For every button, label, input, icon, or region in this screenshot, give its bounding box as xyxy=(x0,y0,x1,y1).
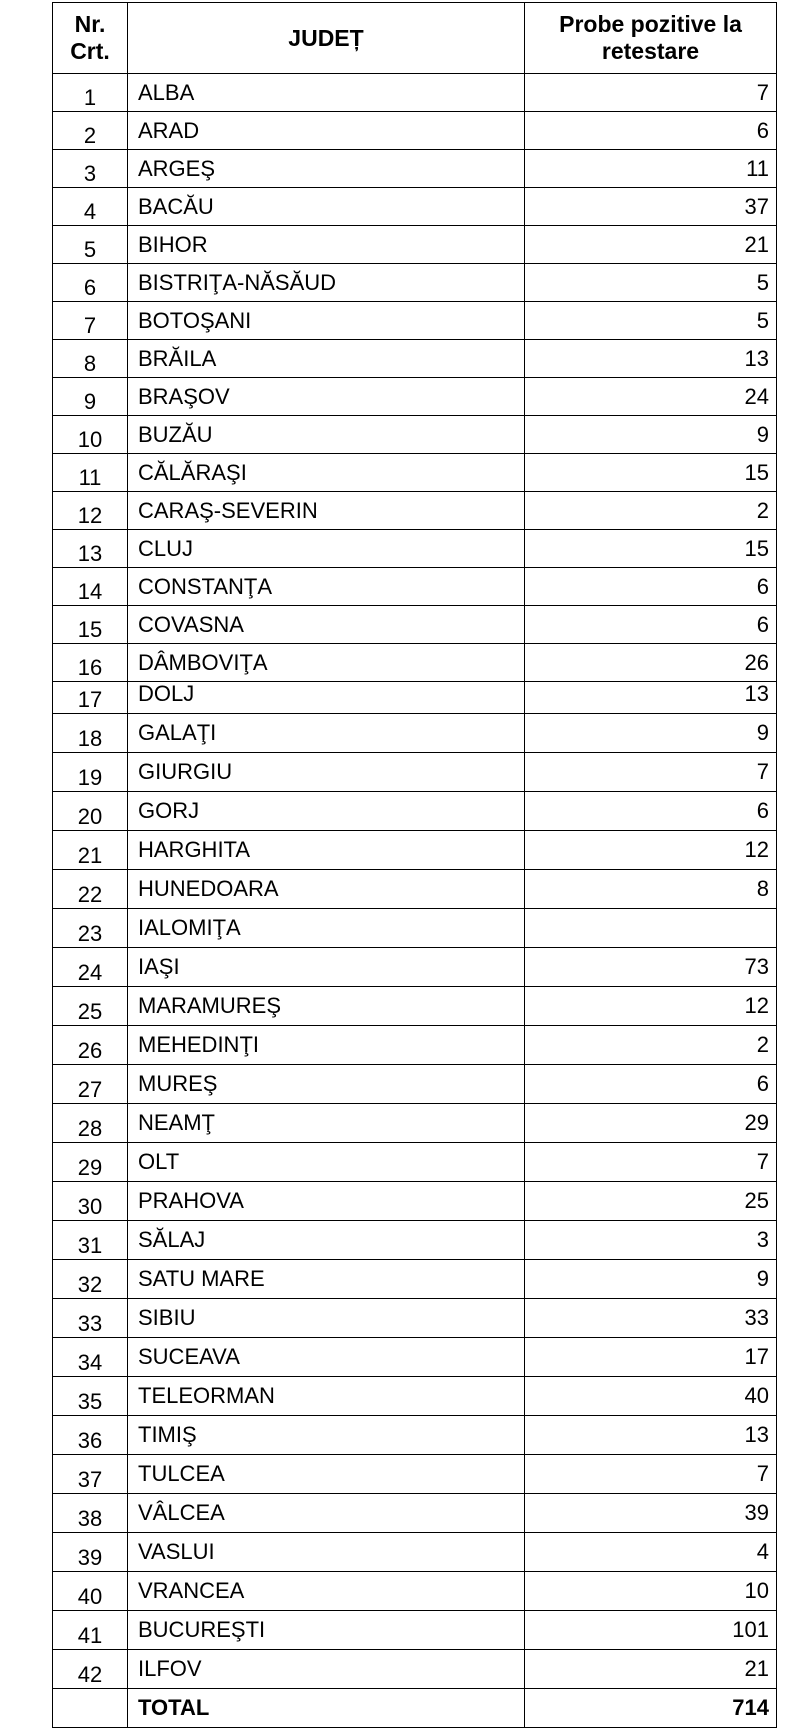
row-number-cell: 23 xyxy=(53,909,128,948)
county-name-cell: GORJ xyxy=(128,792,525,831)
county-name-cell: SUCEAVA xyxy=(128,1338,525,1377)
table-row xyxy=(53,675,777,714)
county-name-cell: GIURGIU xyxy=(128,753,525,792)
table-row xyxy=(53,1455,777,1494)
total-row xyxy=(53,1689,777,1728)
row-number-cell: 28 xyxy=(53,1104,128,1143)
row-number-cell: 38 xyxy=(53,1494,128,1533)
table-row xyxy=(53,753,777,792)
row-number-cell: 25 xyxy=(53,987,128,1026)
table-row xyxy=(53,302,777,340)
total-nr-cell xyxy=(53,1689,128,1728)
data-table-part-2 xyxy=(52,675,777,1728)
table-row xyxy=(53,987,777,1026)
table-row xyxy=(53,948,777,987)
table-row xyxy=(53,1416,777,1455)
positive-tests-cell: 5 xyxy=(525,264,777,302)
row-number-cell: 6 xyxy=(53,264,128,302)
county-name-cell: SATU MARE xyxy=(128,1260,525,1299)
county-name-cell: HUNEDOARA xyxy=(128,870,525,909)
table-row xyxy=(53,454,777,492)
positive-tests-cell: 25 xyxy=(525,1182,777,1221)
county-name-cell: CLUJ xyxy=(128,530,525,568)
row-number-cell: 24 xyxy=(53,948,128,987)
row-number-cell: 2 xyxy=(53,112,128,150)
row-number-cell: 7 xyxy=(53,302,128,340)
row-number-cell: 32 xyxy=(53,1260,128,1299)
county-name-cell: DOLJ xyxy=(128,675,525,714)
positive-tests-cell: 12 xyxy=(525,987,777,1026)
positive-tests-cell: 9 xyxy=(525,714,777,753)
county-name-cell: TELEORMAN xyxy=(128,1377,525,1416)
county-name-cell: VÂLCEA xyxy=(128,1494,525,1533)
table-row xyxy=(53,530,777,568)
row-number-cell: 4 xyxy=(53,188,128,226)
county-name-cell: OLT xyxy=(128,1143,525,1182)
row-number-cell: 8 xyxy=(53,340,128,378)
table-row xyxy=(53,1533,777,1572)
county-name-cell: MEHEDINŢI xyxy=(128,1026,525,1065)
positive-tests-cell: 6 xyxy=(525,792,777,831)
table-row xyxy=(53,831,777,870)
positive-tests-cell: 6 xyxy=(525,1065,777,1104)
row-number-cell: 36 xyxy=(53,1416,128,1455)
positive-tests-cell: 24 xyxy=(525,378,777,416)
county-name-cell: MARAMUREŞ xyxy=(128,987,525,1026)
county-name-cell: GALAŢI xyxy=(128,714,525,753)
county-name-cell: ARAD xyxy=(128,112,525,150)
positive-tests-cell: 12 xyxy=(525,831,777,870)
row-number-cell: 30 xyxy=(53,1182,128,1221)
positive-tests-cell: 13 xyxy=(525,1416,777,1455)
table-row xyxy=(53,1338,777,1377)
county-name-cell: BRAŞOV xyxy=(128,378,525,416)
county-name-cell: ARGEŞ xyxy=(128,150,525,188)
table-row xyxy=(53,1143,777,1182)
table-row xyxy=(53,1611,777,1650)
county-name-cell: BOTOŞANI xyxy=(128,302,525,340)
row-number-cell: 14 xyxy=(53,568,128,606)
table-row xyxy=(53,378,777,416)
county-name-cell: VRANCEA xyxy=(128,1572,525,1611)
positive-tests-cell: 9 xyxy=(525,1260,777,1299)
county-name-cell: BUCUREŞTI xyxy=(128,1611,525,1650)
positive-tests-cell: 2 xyxy=(525,1026,777,1065)
county-name-cell: BISTRIŢA-NĂSĂUD xyxy=(128,264,525,302)
header-probe-pozitive: Probe pozitive la retestare xyxy=(525,3,777,74)
row-number-cell: 21 xyxy=(53,831,128,870)
positive-tests-cell: 40 xyxy=(525,1377,777,1416)
positive-tests-cell: 17 xyxy=(525,1338,777,1377)
table-row xyxy=(53,1260,777,1299)
positive-tests-cell: 13 xyxy=(525,675,777,714)
row-number-cell: 12 xyxy=(53,492,128,530)
table-row xyxy=(53,714,777,753)
county-name-cell: SĂLAJ xyxy=(128,1221,525,1260)
positive-tests-cell: 101 xyxy=(525,1611,777,1650)
table-row xyxy=(53,340,777,378)
county-name-cell: HARGHITA xyxy=(128,831,525,870)
header-judet: JUDEȚ xyxy=(128,3,525,74)
row-number-cell: 9 xyxy=(53,378,128,416)
table-row xyxy=(53,792,777,831)
table-row xyxy=(53,150,777,188)
positive-tests-cell: 37 xyxy=(525,188,777,226)
row-number-cell: 13 xyxy=(53,530,128,568)
table-row xyxy=(53,1572,777,1611)
row-number-cell: 35 xyxy=(53,1377,128,1416)
table-row xyxy=(53,909,777,948)
row-number-cell: 26 xyxy=(53,1026,128,1065)
row-number-cell: 20 xyxy=(53,792,128,831)
positive-tests-cell: 39 xyxy=(525,1494,777,1533)
positive-tests-cell: 6 xyxy=(525,112,777,150)
positive-tests-cell: 4 xyxy=(525,1533,777,1572)
table-row xyxy=(53,1065,777,1104)
county-name-cell: BIHOR xyxy=(128,226,525,264)
positive-tests-cell: 9 xyxy=(525,416,777,454)
positive-tests-cell: 3 xyxy=(525,1221,777,1260)
positive-tests-cell: 29 xyxy=(525,1104,777,1143)
row-number-cell: 31 xyxy=(53,1221,128,1260)
row-number-cell: 42 xyxy=(53,1650,128,1689)
positive-tests-cell: 7 xyxy=(525,74,777,112)
positive-tests-cell: 7 xyxy=(525,753,777,792)
table-row xyxy=(53,226,777,264)
positive-tests-cell: 15 xyxy=(525,530,777,568)
county-name-cell: MUREŞ xyxy=(128,1065,525,1104)
county-name-cell: BUZĂU xyxy=(128,416,525,454)
positive-tests-cell: 2 xyxy=(525,492,777,530)
positive-tests-cell: 6 xyxy=(525,568,777,606)
positive-tests-cell: 15 xyxy=(525,454,777,492)
table-row xyxy=(53,568,777,606)
table-row xyxy=(53,264,777,302)
county-name-cell: BRĂILA xyxy=(128,340,525,378)
total-label-cell: TOTAL xyxy=(128,1689,525,1728)
positive-tests-cell: 6 xyxy=(525,606,777,644)
county-name-cell: CARAŞ-SEVERIN xyxy=(128,492,525,530)
table-header-row xyxy=(53,3,777,74)
table-row xyxy=(53,112,777,150)
county-name-cell: VASLUI xyxy=(128,1533,525,1572)
row-number-cell: 37 xyxy=(53,1455,128,1494)
county-name-cell: BACĂU xyxy=(128,188,525,226)
county-name-cell: PRAHOVA xyxy=(128,1182,525,1221)
row-number-cell: 18 xyxy=(53,714,128,753)
row-number-cell: 27 xyxy=(53,1065,128,1104)
total-value-cell: 714 xyxy=(525,1689,777,1728)
row-number-cell: 19 xyxy=(53,753,128,792)
row-number-cell: 11 xyxy=(53,454,128,492)
positive-tests-cell: 8 xyxy=(525,870,777,909)
positive-tests-cell: 13 xyxy=(525,340,777,378)
table-row xyxy=(53,492,777,530)
table-row xyxy=(53,1182,777,1221)
row-number-cell: 34 xyxy=(53,1338,128,1377)
row-number-cell: 3 xyxy=(53,150,128,188)
row-number-cell: 39 xyxy=(53,1533,128,1572)
row-number-cell: 10 xyxy=(53,416,128,454)
county-name-cell: COVASNA xyxy=(128,606,525,644)
data-table-part-1 xyxy=(52,2,777,682)
row-number-cell: 15 xyxy=(53,606,128,644)
header-nr-crt: Nr. Crt. xyxy=(53,3,128,74)
table-row xyxy=(53,1494,777,1533)
county-name-cell: TULCEA xyxy=(128,1455,525,1494)
row-number-cell: 5 xyxy=(53,226,128,264)
table-row xyxy=(53,1377,777,1416)
row-number-cell: 33 xyxy=(53,1299,128,1338)
positive-tests-cell: 10 xyxy=(525,1572,777,1611)
row-number-cell: 29 xyxy=(53,1143,128,1182)
row-number-cell: 17 xyxy=(53,675,128,714)
county-name-cell: SIBIU xyxy=(128,1299,525,1338)
county-name-cell: CONSTANŢA xyxy=(128,568,525,606)
positive-tests-cell: 7 xyxy=(525,1143,777,1182)
table-row xyxy=(53,1026,777,1065)
row-number-cell: 41 xyxy=(53,1611,128,1650)
table-row xyxy=(53,416,777,454)
county-name-cell: TIMIŞ xyxy=(128,1416,525,1455)
county-name-cell: DÂMBOVIŢA xyxy=(128,644,525,682)
positive-tests-cell: 7 xyxy=(525,1455,777,1494)
table-row xyxy=(53,1104,777,1143)
county-name-cell: ALBA xyxy=(128,74,525,112)
row-number-cell: 40 xyxy=(53,1572,128,1611)
positive-tests-cell xyxy=(525,909,777,948)
row-number-cell: 16 xyxy=(53,644,128,682)
positive-tests-cell: 21 xyxy=(525,1650,777,1689)
table-row xyxy=(53,870,777,909)
positive-tests-cell: 26 xyxy=(525,644,777,682)
table-row xyxy=(53,74,777,112)
table-row xyxy=(53,1221,777,1260)
table-row xyxy=(53,1299,777,1338)
row-number-cell: 22 xyxy=(53,870,128,909)
table-row xyxy=(53,606,777,644)
positive-tests-cell: 11 xyxy=(525,150,777,188)
positive-tests-cell: 21 xyxy=(525,226,777,264)
positive-tests-cell: 73 xyxy=(525,948,777,987)
county-name-cell: ILFOV xyxy=(128,1650,525,1689)
county-name-cell: CĂLĂRAŞI xyxy=(128,454,525,492)
positive-tests-cell: 5 xyxy=(525,302,777,340)
county-name-cell: NEAMŢ xyxy=(128,1104,525,1143)
positive-tests-cell: 33 xyxy=(525,1299,777,1338)
county-name-cell: IALOMIŢA xyxy=(128,909,525,948)
row-number-cell: 1 xyxy=(53,74,128,112)
table-row xyxy=(53,188,777,226)
county-name-cell: IAŞI xyxy=(128,948,525,987)
